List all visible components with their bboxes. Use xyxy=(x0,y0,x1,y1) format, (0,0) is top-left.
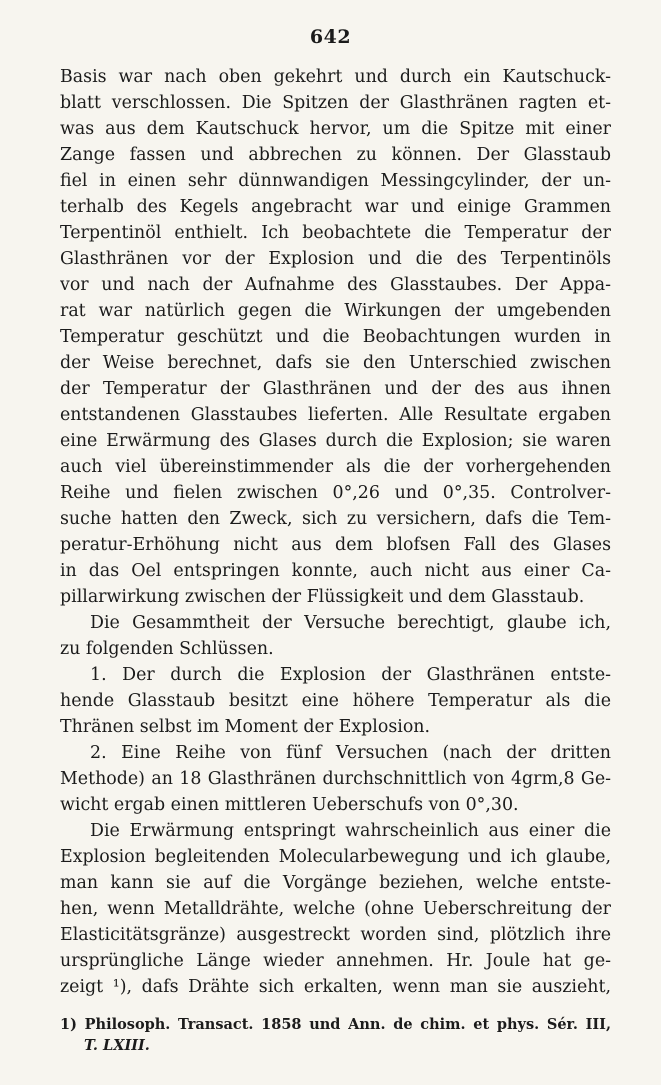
text-line: fiel in einen sehr dünnwandigen Messingcylinder, der un- xyxy=(60,171,611,191)
text-line: suche hatten den Zweck, sich zu versichern, dafs die Tem- xyxy=(60,509,611,529)
text-line: was aus dem Kautschuck hervor, um die Spitze mit einer xyxy=(60,119,611,139)
text-line: Die Gesammtheit der Versuche berechtigt, glaube ich, xyxy=(90,613,611,633)
body-text xyxy=(60,64,611,1000)
text-line: Elasticitätsgränze) ausgestreckt worden sind, plötzlich ihre xyxy=(60,925,611,945)
text-line: entstandenen Glasstaubes lieferten. Alle Resultate ergaben xyxy=(60,405,611,425)
text-line: Glasthränen vor der Explosion und die des Terpentinöls xyxy=(60,249,611,269)
text-line: Reihe und fielen zwischen 0°,26 und 0°,35. Controlver- xyxy=(60,483,611,503)
text-line: 2. Eine Reihe von fünf Versuchen (nach der dritten xyxy=(90,743,611,763)
text-line: Temperatur geschützt und die Beobachtungen wurden in xyxy=(60,327,611,347)
text-line: ursprüngliche Länge wieder annehmen. Hr. Joule hat ge- xyxy=(60,951,611,971)
text-line: wicht ergab einen mittleren Ueberschufs von 0°,30. xyxy=(60,795,519,815)
text-line: eine Erwärmung des Glases durch die Explosion; sie waren xyxy=(60,431,611,451)
text-line: Thränen selbst im Moment der Explosion. xyxy=(60,717,431,737)
text-line: zeigt ¹), dafs Drähte sich erkalten, wenn man sie auszieht, xyxy=(60,977,611,997)
text-line: peratur-Erhöhung nicht aus dem blofsen Fall des Glases xyxy=(60,535,611,555)
footnote-line: T. LXIII. xyxy=(84,1037,150,1054)
text-line: Methode) an 18 Glasthränen durchschnittlich von 4grm,8 Ge- xyxy=(60,769,611,789)
text-line: blatt verschlossen. Die Spitzen der Glasthränen ragten et- xyxy=(60,93,611,113)
text-line: in das Oel entspringen konnte, auch nicht aus einer Ca- xyxy=(60,561,611,581)
text-line: rat war natürlich gegen die Wirkungen der umgebenden xyxy=(60,301,611,321)
text-line: vor und nach der Aufnahme des Glasstaubes. Der Appa- xyxy=(60,275,611,295)
text-line: der Temperatur der Glasthränen und der des aus ihnen xyxy=(60,379,611,399)
text-line: man kann sie auf die Vorgänge beziehen, welche entste- xyxy=(60,873,611,893)
text-line: 1. Der durch die Explosion der Glasthränen entste- xyxy=(90,665,611,685)
text-line: hende Glasstaub besitzt eine höhere Temperatur als die xyxy=(60,691,611,711)
text-line: zu folgenden Schlüssen. xyxy=(60,639,274,659)
text-line: hen, wenn Metalldrähte, welche (ohne Ueberschreitung der xyxy=(60,899,611,919)
text-line: Die Erwärmung entspringt wahrscheinlich aus einer die xyxy=(90,821,611,841)
footnote xyxy=(60,1014,611,1056)
text-line: Zange fassen und abbrechen zu können. Der Glasstaub xyxy=(60,145,611,165)
text-line: Basis war nach oben gekehrt und durch ein Kautschuck- xyxy=(60,67,611,87)
page-number: 642 xyxy=(309,26,352,48)
text-line: der Weise berechnet, dafs sie den Unterschied zwischen xyxy=(60,353,611,373)
text-line: Terpentinöl enthielt. Ich beobachtete die Temperatur der xyxy=(60,223,611,243)
text-line: pillarwirkung zwischen der Flüssigkeit und dem Glasstaub. xyxy=(60,587,585,607)
footnote-line: 1) Philosoph. Transact. 1858 und Ann. de chim. et phys. Sér. III, xyxy=(60,1016,611,1033)
text-line: terhalb des Kegels angebracht war und einige Grammen xyxy=(60,197,611,217)
text-line: Explosion begleitenden Molecularbewegung und ich glaube, xyxy=(60,847,611,867)
text-line: auch viel übereinstimmender als die der vorhergehenden xyxy=(60,457,611,477)
